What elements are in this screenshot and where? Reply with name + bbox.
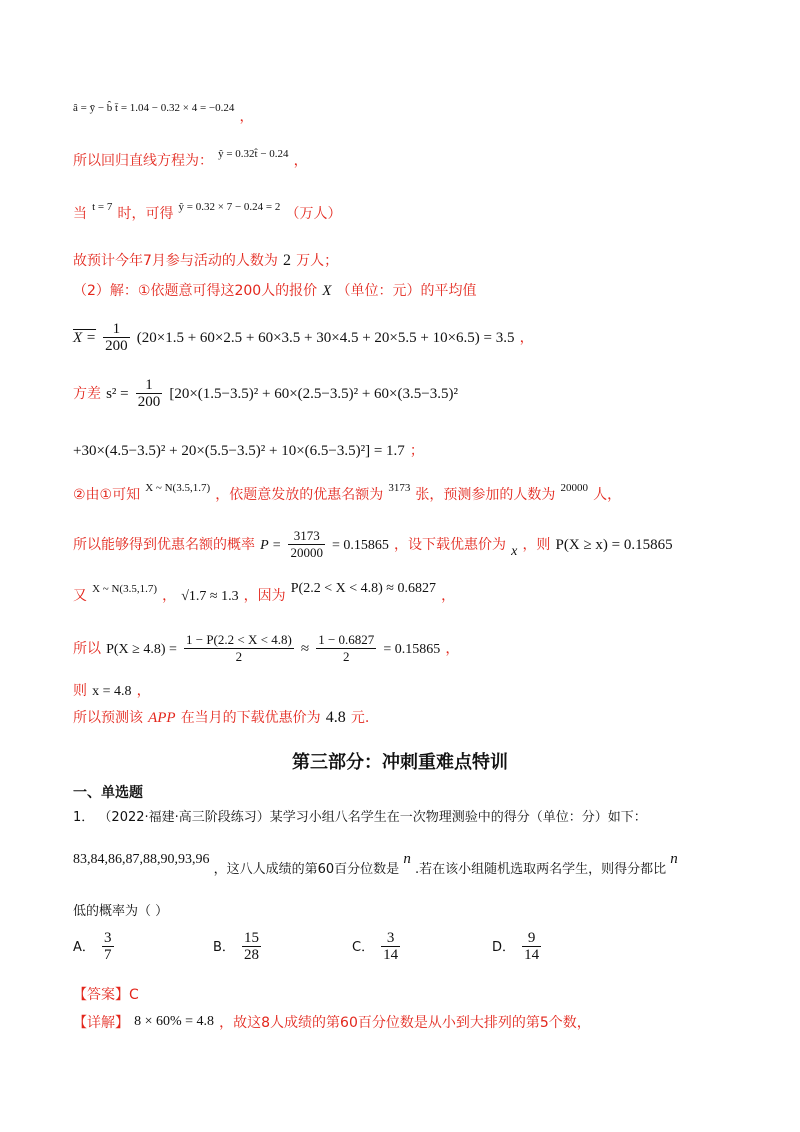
- approx-sign: ≈: [300, 641, 310, 657]
- question-source: （2022·福建·高三阶段练习）某学习小组八名学生在一次物理测验中的得分（单位：分）如下：: [98, 810, 647, 825]
- option-label: C．: [352, 940, 375, 955]
- step2-prefix: ②由①可知: [73, 487, 141, 503]
- variance-line-1: [73, 377, 458, 410]
- option-c[interactable]: [352, 930, 402, 963]
- final-mid: 在当月的下载优惠价为: [180, 710, 321, 726]
- detail-label: 【详解】: [73, 1015, 129, 1031]
- final-price: 4.8: [325, 709, 346, 726]
- quota: 3173: [388, 482, 411, 494]
- fraction-denominator: 200: [137, 394, 161, 410]
- then-line: [73, 680, 151, 700]
- option-fraction: [522, 930, 541, 963]
- section-subheading: 一、单选题: [73, 785, 143, 801]
- prob-equation: P(X ≥ x) = 0.15865: [555, 537, 673, 553]
- fraction-denominator: 200: [105, 338, 128, 354]
- prob-p: P =: [260, 538, 282, 553]
- fraction-numerator: 3: [104, 930, 112, 946]
- so-value: = 0.15865: [383, 642, 441, 657]
- fraction-numerator: 15: [244, 930, 260, 946]
- fraction-denominator: 14: [383, 947, 399, 963]
- distribution-2: X ~ N(3.5,1.7): [92, 583, 158, 595]
- when-line: [73, 203, 341, 223]
- variance-line1-text: [20×(1.5−3.5)² + 60×(2.5−3.5)² + 60×(3.5−3.5)²: [169, 386, 458, 402]
- variance-line-2: [73, 440, 424, 460]
- variance-label: 方差: [73, 386, 101, 402]
- part2-suffix: （单位：元）的平均值: [336, 283, 477, 299]
- fraction-denominator: 14: [524, 947, 540, 963]
- question-text-mid: ，这八人成绩的第60百分位数是: [213, 862, 400, 877]
- option-b[interactable]: [213, 930, 263, 963]
- question-body: [73, 848, 678, 877]
- interval-probability: P(2.2 < X < 4.8) ≈ 0.6827: [290, 581, 436, 596]
- t-equals: t = 7: [92, 201, 113, 213]
- because: ，因为: [243, 588, 286, 604]
- step2-line: [73, 484, 621, 504]
- when-mid: 时，可得: [117, 206, 174, 222]
- comma: ，: [519, 330, 534, 346]
- variance-line2-text: +30×(4.5−3.5)² + 20×(5.5−3.5)² + 10×(6.5−3.5)²] = 1.7: [73, 443, 405, 459]
- n-variable: n: [670, 851, 678, 867]
- fraction-numerator: 3: [381, 930, 400, 947]
- so-fraction-2: [316, 632, 376, 665]
- comma: ，: [136, 683, 151, 699]
- forecast-line: [73, 250, 338, 270]
- so-line: [73, 632, 459, 665]
- mean-line: [73, 321, 534, 354]
- step2-suffix: 人，: [593, 487, 622, 503]
- comma: ，: [293, 153, 308, 169]
- so-lhs: P(X ≥ 4.8) =: [106, 642, 177, 657]
- prob-fraction: [288, 528, 325, 561]
- fraction-denominator: 2: [343, 649, 350, 664]
- participants: 20000: [560, 482, 588, 494]
- option-fraction: [242, 930, 261, 963]
- option-fraction: [381, 930, 400, 963]
- option-d[interactable]: [492, 930, 543, 963]
- step2-mid: ，依题意发放的优惠名额为: [215, 487, 384, 503]
- fraction-numerator: 1: [136, 377, 163, 394]
- final-prefix: 所以预测该: [73, 710, 143, 726]
- prob-mid: ，设下载优惠价为: [394, 537, 507, 553]
- y-calc: ŷ = 0.32 × 7 − 0.24 = 2: [178, 201, 281, 213]
- fraction-numerator: 1 − P(2.2 < X < 4.8): [186, 632, 292, 647]
- fraction-denominator: 20000: [290, 545, 323, 560]
- also-prefix: 又: [73, 588, 87, 604]
- x-value: x = 4.8: [92, 684, 132, 699]
- forecast-prefix: 故预计今年7月参与活动的人数为: [73, 253, 278, 269]
- mean-lhs: X =: [73, 330, 97, 346]
- fraction-denominator: 28: [244, 947, 260, 963]
- question-text-after: .若在该小组随机选取两名学生，则得分都比: [414, 862, 667, 877]
- part2-line: [73, 280, 477, 300]
- distribution: X ~ N(3.5,1.7): [145, 482, 211, 494]
- variance-lhs: s² =: [106, 386, 129, 402]
- option-a[interactable]: [73, 930, 116, 963]
- fraction-denominator: 2: [235, 649, 243, 664]
- probability-line: [73, 528, 673, 561]
- when-prefix: 当: [73, 206, 87, 222]
- scores: 83,84,86,87,88,90,93,96: [73, 852, 210, 867]
- n-variable: n: [403, 851, 411, 867]
- detail-line: [73, 1012, 591, 1032]
- detail-text: ，故这8人成绩的第60百分位数是从小到大排列的第5个数，: [219, 1015, 591, 1031]
- section-heading: 第三部分：冲刺重难点特训: [292, 752, 508, 773]
- also-line: [73, 581, 456, 605]
- mean-rhs: (20×1.5 + 60×2.5 + 60×3.5 + 30×4.5 + 20×5.5 + 10×6.5) = 3.5: [136, 330, 515, 346]
- fraction-denominator: 7: [104, 947, 112, 963]
- fraction-numerator: 1: [103, 321, 130, 338]
- regression-formula: ŷ = 0.32t̂ − 0.24: [218, 148, 289, 160]
- fraction-numerator: 3173: [288, 528, 325, 545]
- question-number: 1．: [73, 810, 95, 825]
- app-label: APP: [148, 710, 176, 726]
- prob-x: x: [511, 544, 518, 559]
- question-header: [73, 806, 647, 825]
- comma: ，: [445, 641, 460, 657]
- step2-mid2: 张，预测参加的人数为: [415, 487, 556, 503]
- part2-var: X: [322, 283, 332, 299]
- answer-value: C: [129, 987, 139, 1003]
- option-label: D．: [492, 940, 516, 955]
- unit-wanren: （万人）: [285, 206, 342, 222]
- detail-math: 8 × 60% = 4.8: [134, 1014, 215, 1029]
- sqrt-value: √1.7 ≈ 1.3: [181, 589, 239, 604]
- option-label: A．: [73, 940, 95, 955]
- so-prefix: 所以: [73, 641, 101, 657]
- final-suffix: 元.: [350, 710, 370, 726]
- a-hat-line: [73, 96, 254, 125]
- final-line: [73, 707, 369, 727]
- so-fraction-1: [184, 632, 294, 665]
- comma: ，: [162, 588, 177, 604]
- mean-fraction: [103, 321, 130, 354]
- prob-then: ，则: [522, 537, 551, 553]
- semicolon: ；: [409, 443, 424, 459]
- part2-text: （2）解：①依题意可得这200人的报价: [73, 283, 318, 299]
- option-label: B．: [213, 940, 235, 955]
- prob-value: = 0.15865: [332, 538, 389, 553]
- answer-label: 【答案】: [73, 987, 129, 1003]
- option-fraction: [102, 930, 114, 963]
- question-text-end: 低的概率为（ ）: [73, 904, 169, 919]
- answer-line: [73, 984, 139, 1004]
- regression-intro: 所以回归直线方程为：: [73, 153, 213, 169]
- fraction-numerator: 9: [522, 930, 541, 947]
- a-hat-formula: â = ȳ − b̂ t̄ = 1.04 − 0.32 × 4 = −0.24: [73, 102, 235, 114]
- comma: ，: [441, 588, 456, 604]
- forecast-suffix: 万人；: [296, 253, 339, 269]
- fraction-numerator: 1 − 0.6827: [318, 632, 375, 647]
- regression-line: [73, 150, 308, 170]
- forecast-value: 2: [283, 252, 292, 269]
- variance-fraction: [136, 377, 163, 410]
- comma: ，: [239, 109, 254, 125]
- prob-prefix: 所以能够得到优惠名额的概率: [73, 537, 255, 553]
- then-prefix: 则: [73, 683, 87, 699]
